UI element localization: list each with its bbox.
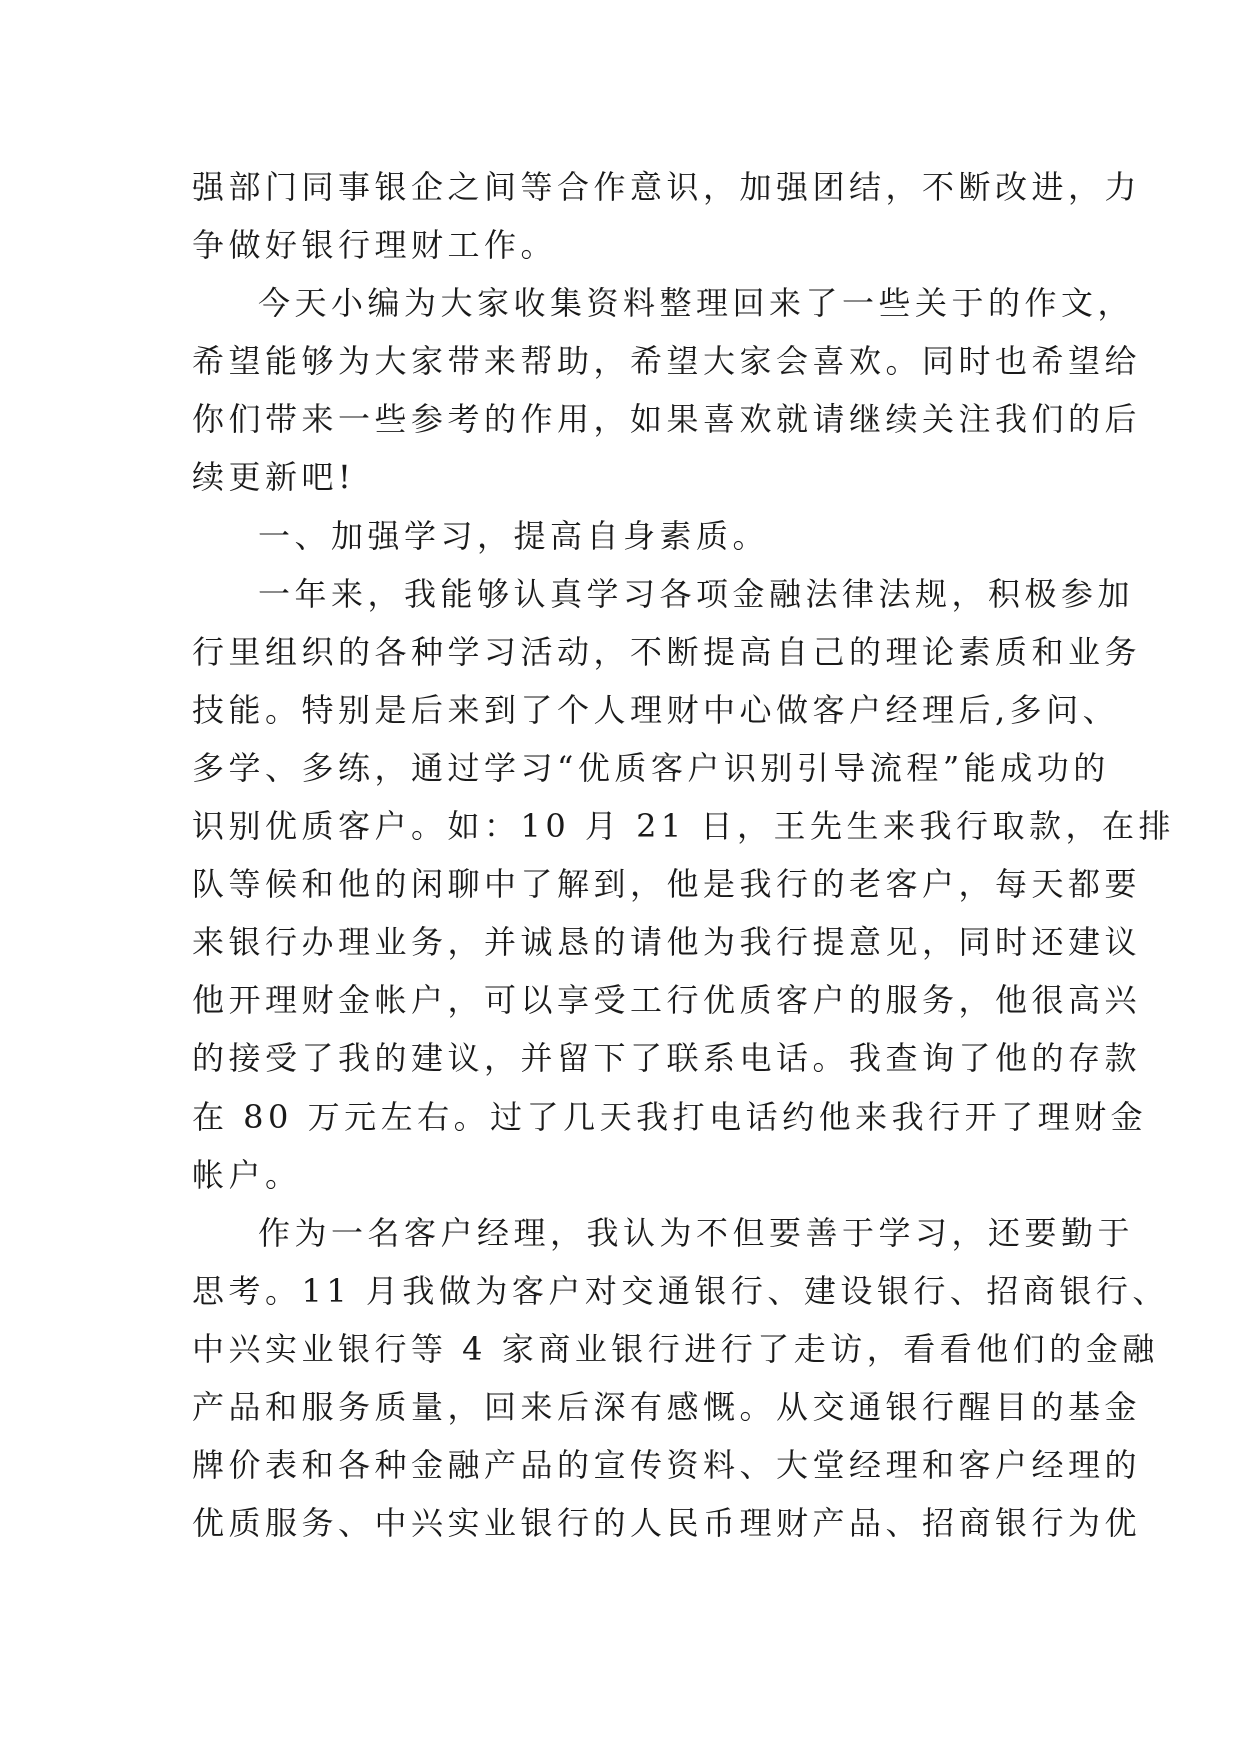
text-line: 强部门同事银企之间等合作意识，加强团结，不断改进，力 (192, 168, 1142, 206)
text-line: 希望能够为大家带来帮助，希望大家会喜欢。同时也希望给 (192, 342, 1142, 381)
text-line: 技能。特别是后来到了个人理财中心做客户经理后,多问、 (192, 690, 1120, 729)
text-line: 今天小编为大家收集资料整理回来了一些关于的作文， (258, 284, 1135, 323)
text-line: 优质服务、中兴实业银行的人民币理财产品、招商银行为优 (192, 1504, 1142, 1543)
text-line: 队等候和他的闲聊中了解到，他是我行的老客户，每天都要 (192, 865, 1142, 904)
text-line: 他开理财金帐户，可以享受工行优质客户的服务，他很高兴 (192, 981, 1142, 1020)
text-line: 争做好银行理财工作。 (192, 226, 558, 265)
text-line: 一、加强学习，提高自身素质。 (258, 516, 770, 555)
text-line: 牌价表和各种金融产品的宣传资料、大堂经理和客户经理的 (192, 1446, 1142, 1485)
text-line: 帐户。 (192, 1155, 302, 1194)
text-line: 一年来，我能够认真学习各项金融法律法规，积极参加 (258, 574, 1135, 613)
text-line: 思考。11 月我做为客户对交通银行、建设银行、招商银行、 (192, 1271, 1169, 1310)
text-line: 识别优质客户。如：10 月 21 日，王先生来我行取款，在排 (192, 807, 1175, 846)
text-line: 产品和服务质量，回来后深有感慨。从交通银行醒目的基金 (192, 1387, 1142, 1426)
text-line: 作为一名客户经理，我认为不但要善于学习，还要勤于 (258, 1213, 1135, 1252)
text-line: 在 80 万元左右。过了几天我打电话约他来我行开了理财金 (192, 1097, 1148, 1136)
text-line: 续更新吧! (192, 458, 356, 497)
text-line: 你们带来一些参考的作用，如果喜欢就请继续关注我们的后 (192, 400, 1142, 439)
text-line: 行里组织的各种学习活动，不断提高自己的理论素质和业务 (192, 632, 1142, 671)
text-line: 多学、多练，通过学习“优质客户识别引导流程”能成功的 (192, 748, 1110, 787)
text-line: 来银行办理业务，并诚恳的请他为我行提意见，同时还建议 (192, 923, 1142, 962)
document-body (192, 158, 1175, 1552)
text-line: 的接受了我的建议，并留下了联系电话。我查询了他的存款 (192, 1039, 1142, 1078)
text-line: 中兴实业银行等 4 家商业银行进行了走访，看看他们的金融 (192, 1329, 1159, 1368)
